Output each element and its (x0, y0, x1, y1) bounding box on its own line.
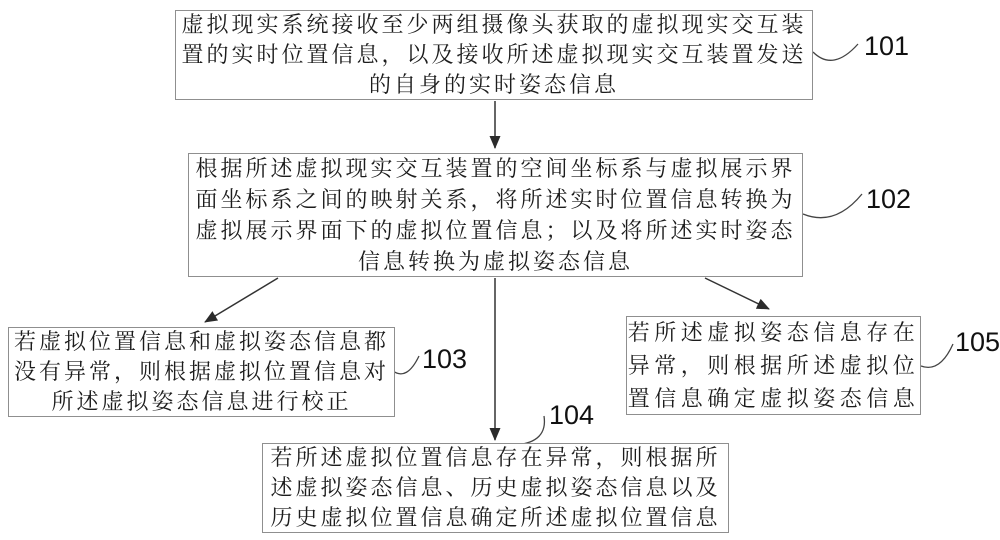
flow-box-text-line: 历史虚拟位置信息确定所述虚拟位置信息 (270, 505, 721, 530)
flow-box-step-102 (188, 153, 803, 277)
flow-box-text-line: 置信息确定虚拟姿态信息 (627, 386, 920, 411)
flow-box-text-line: 没有异常，则根据虚拟位置信息对 (13, 359, 389, 384)
flow-box-step-104 (262, 443, 729, 533)
ref-label-102: 102 (866, 184, 912, 214)
flow-box-text-line: 若所述虚拟姿态信息存在 (627, 320, 920, 345)
flow-box-text-line: 所述虚拟姿态信息进行校正 (51, 389, 352, 414)
leader-line-104 (516, 416, 544, 445)
flow-box-text-line: 面坐标系之间的映射关系，将所述实时位置信息转换为 (195, 187, 796, 212)
leader-line-101 (813, 44, 858, 60)
flow-box-text-line: 虚拟展示界面下的虚拟位置信息；以及将所述实时姿态 (195, 218, 796, 243)
ref-label-101: 101 (864, 31, 910, 61)
flow-box-text-line: 若所述虚拟位置信息存在异常，则根据所 (270, 445, 721, 470)
flow-box-text-line: 信息转换为虚拟姿态信息 (357, 249, 633, 274)
ref-label-105: 105 (955, 327, 1000, 357)
ref-label-104: 104 (549, 400, 595, 430)
flow-box-text-line: 根据所述虚拟现实交互装置的空间坐标系与虚拟展示界 (195, 156, 796, 181)
ref-label-103: 103 (422, 344, 468, 374)
flow-box-step-101 (175, 10, 813, 100)
flow-box-text-line: 若虚拟位置信息和虚拟姿态信息都 (13, 329, 389, 354)
arrow-step102-to-step105 (705, 278, 769, 309)
flow-box-text-line: 异常，则根据所述虚拟位 (627, 353, 920, 378)
flow-box-text-line: 置的实时位置信息，以及接收所述虚拟现实交互装置发送 (181, 42, 807, 67)
flow-box-step-105 (626, 316, 921, 415)
flow-box-step-103 (8, 327, 395, 417)
arrow-step102-to-step103 (205, 278, 278, 322)
leader-line-105 (921, 344, 953, 367)
flow-box-text-line: 虚拟现实系统接收至少两组摄像头获取的虚拟现实交互装 (181, 12, 807, 37)
flow-box-text-line: 述虚拟姿态信息、历史虚拟姿态信息以及 (270, 475, 721, 500)
flow-box-text-line: 的自身的实时姿态信息 (368, 72, 619, 97)
leader-line-103 (393, 356, 419, 374)
leader-line-102 (803, 194, 862, 218)
